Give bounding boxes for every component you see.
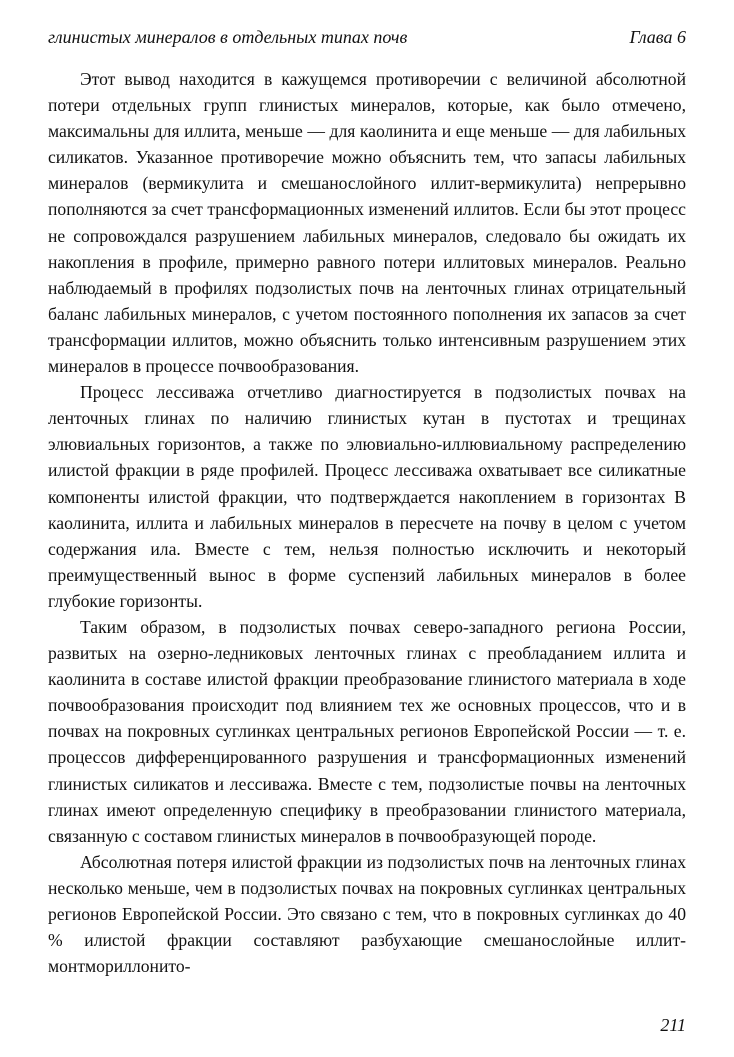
paragraph-2: Процесс лессиважа отчетливо диагностируется в подзолистых почвах на ленточных глинах по наличию глинистых кутан в пустотах и трещинах элювиальных горизонтов, а также по элювиально-иллювиальному распределению илистой фракции в ряде профилей. Процесс лессиважа охватывает все силикатные компоненты илистой фракции, что подтверждается накоплением в горизонтах В каолинита, иллита и лабильных минералов в пересчете на почву в целом с учетом содержания ила. Вместе с тем, нельзя полностью исключить и некоторый преимущественный вынос в форме суспензий лабильных минералов в более глубокие горизонты. [48, 382, 686, 611]
paragraph-1: Этот вывод находится в кажущемся противоречии с величиной абсолютной потери отдельных групп глинистых минералов, которые, как было отмечено, максимальны для иллита, меньше — для каолинита и еще меньше — для лабильных силикатов. Указанное противоречие можно объяснить тем, что запасы лабильных минералов (вермикулита и смешанослойного иллит-вермикулита) непрерывно пополняются за счет трансформационных изменений иллитов. Если бы этот процесс не сопровождался разрушением лабильных минералов, следовало бы ожидать их накопления в профиле, примерно равного потери иллитовых минералов. Реально наблюдаемый в профилях подзолистых почв на ленточных глинах отрицательный баланс лабильных минералов, с учетом постоянного пополнения их запасов за счет трансформации иллитов, можно объяснить только интенсивным разрушением этих минералов в процессе почвообразования. [48, 69, 686, 377]
chapter-label: Глава 6 [629, 27, 686, 47]
page-number: 211 [660, 1015, 686, 1035]
body-text [48, 66, 686, 979]
running-header [48, 24, 686, 50]
running-title: глинистых минералов в отдельных типах почв [48, 27, 408, 47]
paragraph-4: Абсолютная потеря илистой фракции из подзолистых почв на ленточных глинах несколько меньше, чем в подзолистых почвах на покровных суглинках центральных регионов Европейской России. Это связано с тем, что в покровных суглинках до 40 % илистой фракции составляют разбухающие смешанослойные иллит-монтмориллонито- [48, 851, 686, 977]
paragraph-3: Таким образом, в подзолистых почвах северо-западного региона России, развитых на озерно-ледниковых ленточных глинах с преобладанием иллита и каолинита в составе илистой фракции преобразование глинистого материала в ходе почвообразования происходит под влиянием тех же основных процессов, что и в почвах на покровных суглинках центральных регионов Европейской России — т. е. процессов дифференцированного разрушения и трансформационных изменений глинистых силикатов и лессиважа. Вместе с тем, подзолистые почвы на ленточных глинах имеют определенную специфику в преобразовании глинистого материала, связанную с составом глинистых минералов в почвообразующей породе. [48, 616, 686, 846]
